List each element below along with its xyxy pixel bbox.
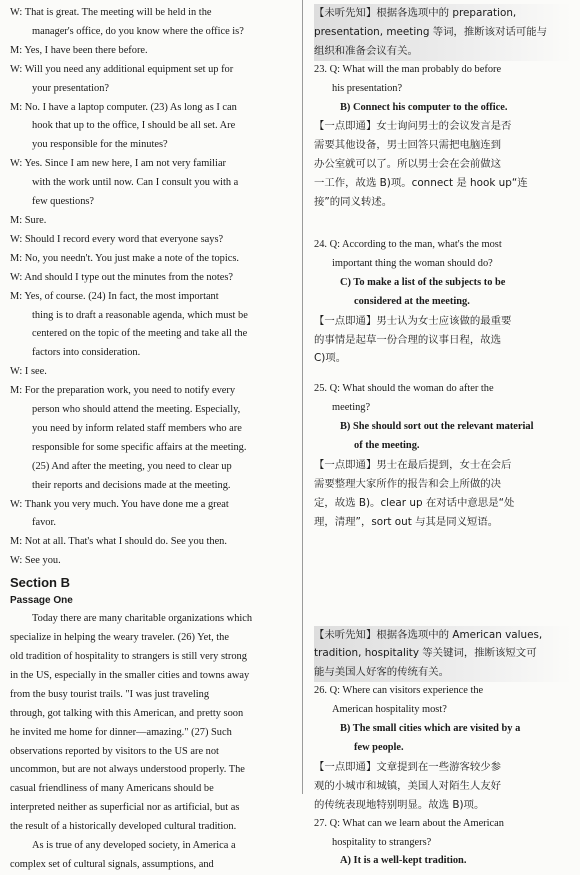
answer-text: considered at the meeting. bbox=[354, 295, 470, 307]
dialogue-line: M: Not at all. That's what I should do. See you then. bbox=[10, 536, 227, 548]
answer-text: B) The small cities which are visited by a bbox=[340, 723, 521, 735]
analysis-line: 一工作，故选 B)项。connect 是 hook up“连 bbox=[314, 177, 528, 190]
analysis-line: 定，故选 B)。clear up 在对话中意思是“处 bbox=[314, 496, 515, 509]
question-text: 25. Q: What should the woman do after the bbox=[314, 383, 494, 395]
passage-line: specialize in helping the weary traveler. (26) Yet, the bbox=[10, 632, 229, 644]
passage-line: interpreted neither as superficial nor as artificial, but as bbox=[10, 802, 240, 814]
dialogue-line: your presentation? bbox=[32, 82, 110, 94]
question-text: important thing the woman should do? bbox=[332, 257, 493, 269]
analysis-line: 观的小城市和城镇，美国人对陌生人友好 bbox=[314, 779, 502, 792]
dialogue-transcript bbox=[10, 4, 294, 571]
answer-text: of the meeting. bbox=[354, 440, 420, 452]
question-text: meeting? bbox=[332, 402, 371, 414]
preview-note-passage bbox=[314, 626, 572, 683]
dialogue-line: W: That is great. The meeting will be held in the bbox=[10, 7, 212, 18]
question-text: his presentation? bbox=[332, 82, 403, 94]
dialogue-line: W: I see. bbox=[10, 366, 47, 378]
passage-line: complex set of cultural signals, assumptions, and bbox=[10, 858, 214, 870]
passage-line: through, got talking with this American, and pretty soon bbox=[10, 707, 244, 719]
dialogue-line: W: Should I record every word that everyone says? bbox=[10, 233, 224, 245]
left-column bbox=[10, 4, 294, 875]
question-27 bbox=[314, 815, 572, 872]
analysis-line: 需要整理大家所作的报告和会上所做的决 bbox=[314, 477, 502, 490]
dialogue-line: few questions? bbox=[32, 196, 95, 208]
dialogue-line: (25) And after the meeting, you need to clear up bbox=[32, 460, 232, 472]
dialogue-line: centered on the topic of the meeting and take all the bbox=[32, 328, 248, 340]
question-text: 24. Q: According to the man, what's the most bbox=[314, 238, 502, 250]
answer-text: A) It is a well-kept tradition. bbox=[340, 855, 467, 867]
question-24 bbox=[314, 236, 572, 368]
question-text: American hospitality most? bbox=[332, 704, 447, 716]
dialogue-line: hook that up to the office, I should be all set. Are bbox=[32, 120, 236, 132]
preview-note-line: 组织和准备会议有关。 bbox=[314, 42, 572, 61]
right-column bbox=[314, 4, 572, 871]
preview-note-line: 能与美国人好客的传统有关。 bbox=[314, 663, 572, 682]
dialogue-line: M: No, you needn't. You just make a note of the topics. bbox=[10, 252, 239, 264]
dialogue-line: you responsible for the minutes? bbox=[32, 139, 168, 151]
question-23 bbox=[314, 61, 572, 212]
passage-line: from the busy tourist trails. "I was just traveling bbox=[10, 688, 210, 700]
dialogue-line: W: And should I type out the minutes from the notes? bbox=[10, 271, 233, 283]
dialogue-line: thing is to draft a reasonable agenda, which must be bbox=[32, 309, 248, 321]
section-title: Section B bbox=[10, 575, 70, 591]
analysis-line: 需要其他设备，男士回答只需把电脑连到 bbox=[314, 139, 502, 152]
question-text: 23. Q: What will the man probably do before bbox=[314, 63, 502, 75]
dialogue-line: with the work until now. Can I consult you with a bbox=[32, 177, 239, 189]
passage-line: observations reported by visitors to the US are not bbox=[10, 745, 219, 757]
question-26 bbox=[314, 682, 572, 814]
preview-note-line: 【未听先知】根据各选项中的 preparation, bbox=[314, 4, 572, 23]
dialogue-line: M: Yes, I have been there before. bbox=[10, 44, 148, 56]
analysis-line: 办公室就可以了。所以男士会在会前做这 bbox=[314, 158, 502, 171]
analysis-line: 接”的同义转述。 bbox=[314, 196, 393, 209]
passage-line: old tradition of hospitality to strangers is still very strong bbox=[10, 651, 247, 662]
analysis-line: 【一点即通】文章提到在一些游客较少参 bbox=[314, 760, 502, 773]
preview-note-line: presentation, meeting 等词，推断该对话可能与 bbox=[314, 23, 572, 42]
analysis-line: 【一点即通】男士认为女士应该做的最重要 bbox=[314, 314, 512, 327]
analysis-line: 的事情是起草一份合理的议事日程，故选 bbox=[314, 333, 502, 346]
question-text: 27. Q: What can we learn about the American bbox=[314, 817, 504, 829]
dialogue-line: factors into consideration. bbox=[32, 347, 141, 359]
dialogue-line: favor. bbox=[32, 517, 56, 529]
passage-line: uncommon, but are not always understood properly. The bbox=[10, 764, 245, 776]
answer-text: C) To make a list of the subjects to be bbox=[340, 276, 506, 288]
dialogue-line: M: Yes, of course. (24) In fact, the most important bbox=[10, 290, 219, 302]
analysis-line: 理，清理”，sort out 与其是同义短语。 bbox=[314, 515, 499, 528]
preview-note-line: tradition, hospitality 等关键词，推断该短文可 bbox=[314, 644, 572, 663]
dialogue-line: their reports and decisions made at the meeting. bbox=[32, 479, 231, 491]
analysis-line: C)项。 bbox=[314, 352, 347, 365]
analysis-line: 【一点即通】男士在最后提到，女士在会后 bbox=[314, 458, 512, 471]
analysis-line: 的传统表现地特别明显。故选 B)项。 bbox=[314, 798, 485, 811]
dialogue-line: responsible for some specific affairs at the meeting. bbox=[32, 441, 247, 453]
passage-title: Passage One bbox=[10, 595, 73, 607]
dialogue-line: W: Yes. Since I am new here, I am not very familiar bbox=[10, 158, 227, 170]
question-text: hospitality to strangers? bbox=[332, 836, 432, 848]
question-text: 26. Q: Where can visitors experience the bbox=[314, 685, 484, 697]
analysis-line: 【一点即通】女士询问男士的会议发言是否 bbox=[314, 120, 512, 133]
answer-text: B) Connect his computer to the office. bbox=[340, 101, 508, 113]
preview-note-line: 【未听先知】根据各选项中的 American values, bbox=[314, 626, 572, 645]
dialogue-line: W: See you. bbox=[10, 555, 61, 567]
passage-line: the result of a historically developed cultural tradition. bbox=[10, 821, 237, 833]
dialogue-line: M: No. I have a laptop computer. (23) As long as I can bbox=[10, 101, 237, 113]
column-divider bbox=[302, 0, 303, 794]
dialogue-line: manager's office, do you know where the office is? bbox=[32, 25, 244, 37]
dialogue-line: M: For the preparation work, you need to notify every bbox=[10, 385, 236, 397]
passage-text bbox=[10, 610, 294, 875]
preview-note-conversation bbox=[314, 4, 572, 61]
dialogue-line: M: Sure. bbox=[10, 214, 47, 226]
passage-line: As is true of any developed society, in America a bbox=[32, 840, 236, 852]
dialogue-line: W: Will you need any additional equipment set up for bbox=[10, 63, 234, 75]
dialogue-line: you need by inform related staff members who are bbox=[32, 422, 242, 434]
passage-line: casual friendliness of many Americans should be bbox=[10, 783, 214, 795]
answer-text: B) She should sort out the relevant material bbox=[340, 421, 534, 433]
passage-line: in the US, especially in the smaller cities and towns away bbox=[10, 669, 250, 681]
dialogue-line: W: Thank you very much. You have done me a great bbox=[10, 498, 229, 510]
passage-line: he invited me home for dinner—amazing." (27) Such bbox=[10, 726, 232, 738]
question-25 bbox=[314, 380, 572, 531]
passage-line: Today there are many charitable organizations which bbox=[32, 613, 253, 625]
dialogue-line: person who should attend the meeting. Especially, bbox=[32, 404, 241, 416]
answer-text: few people. bbox=[354, 742, 404, 753]
